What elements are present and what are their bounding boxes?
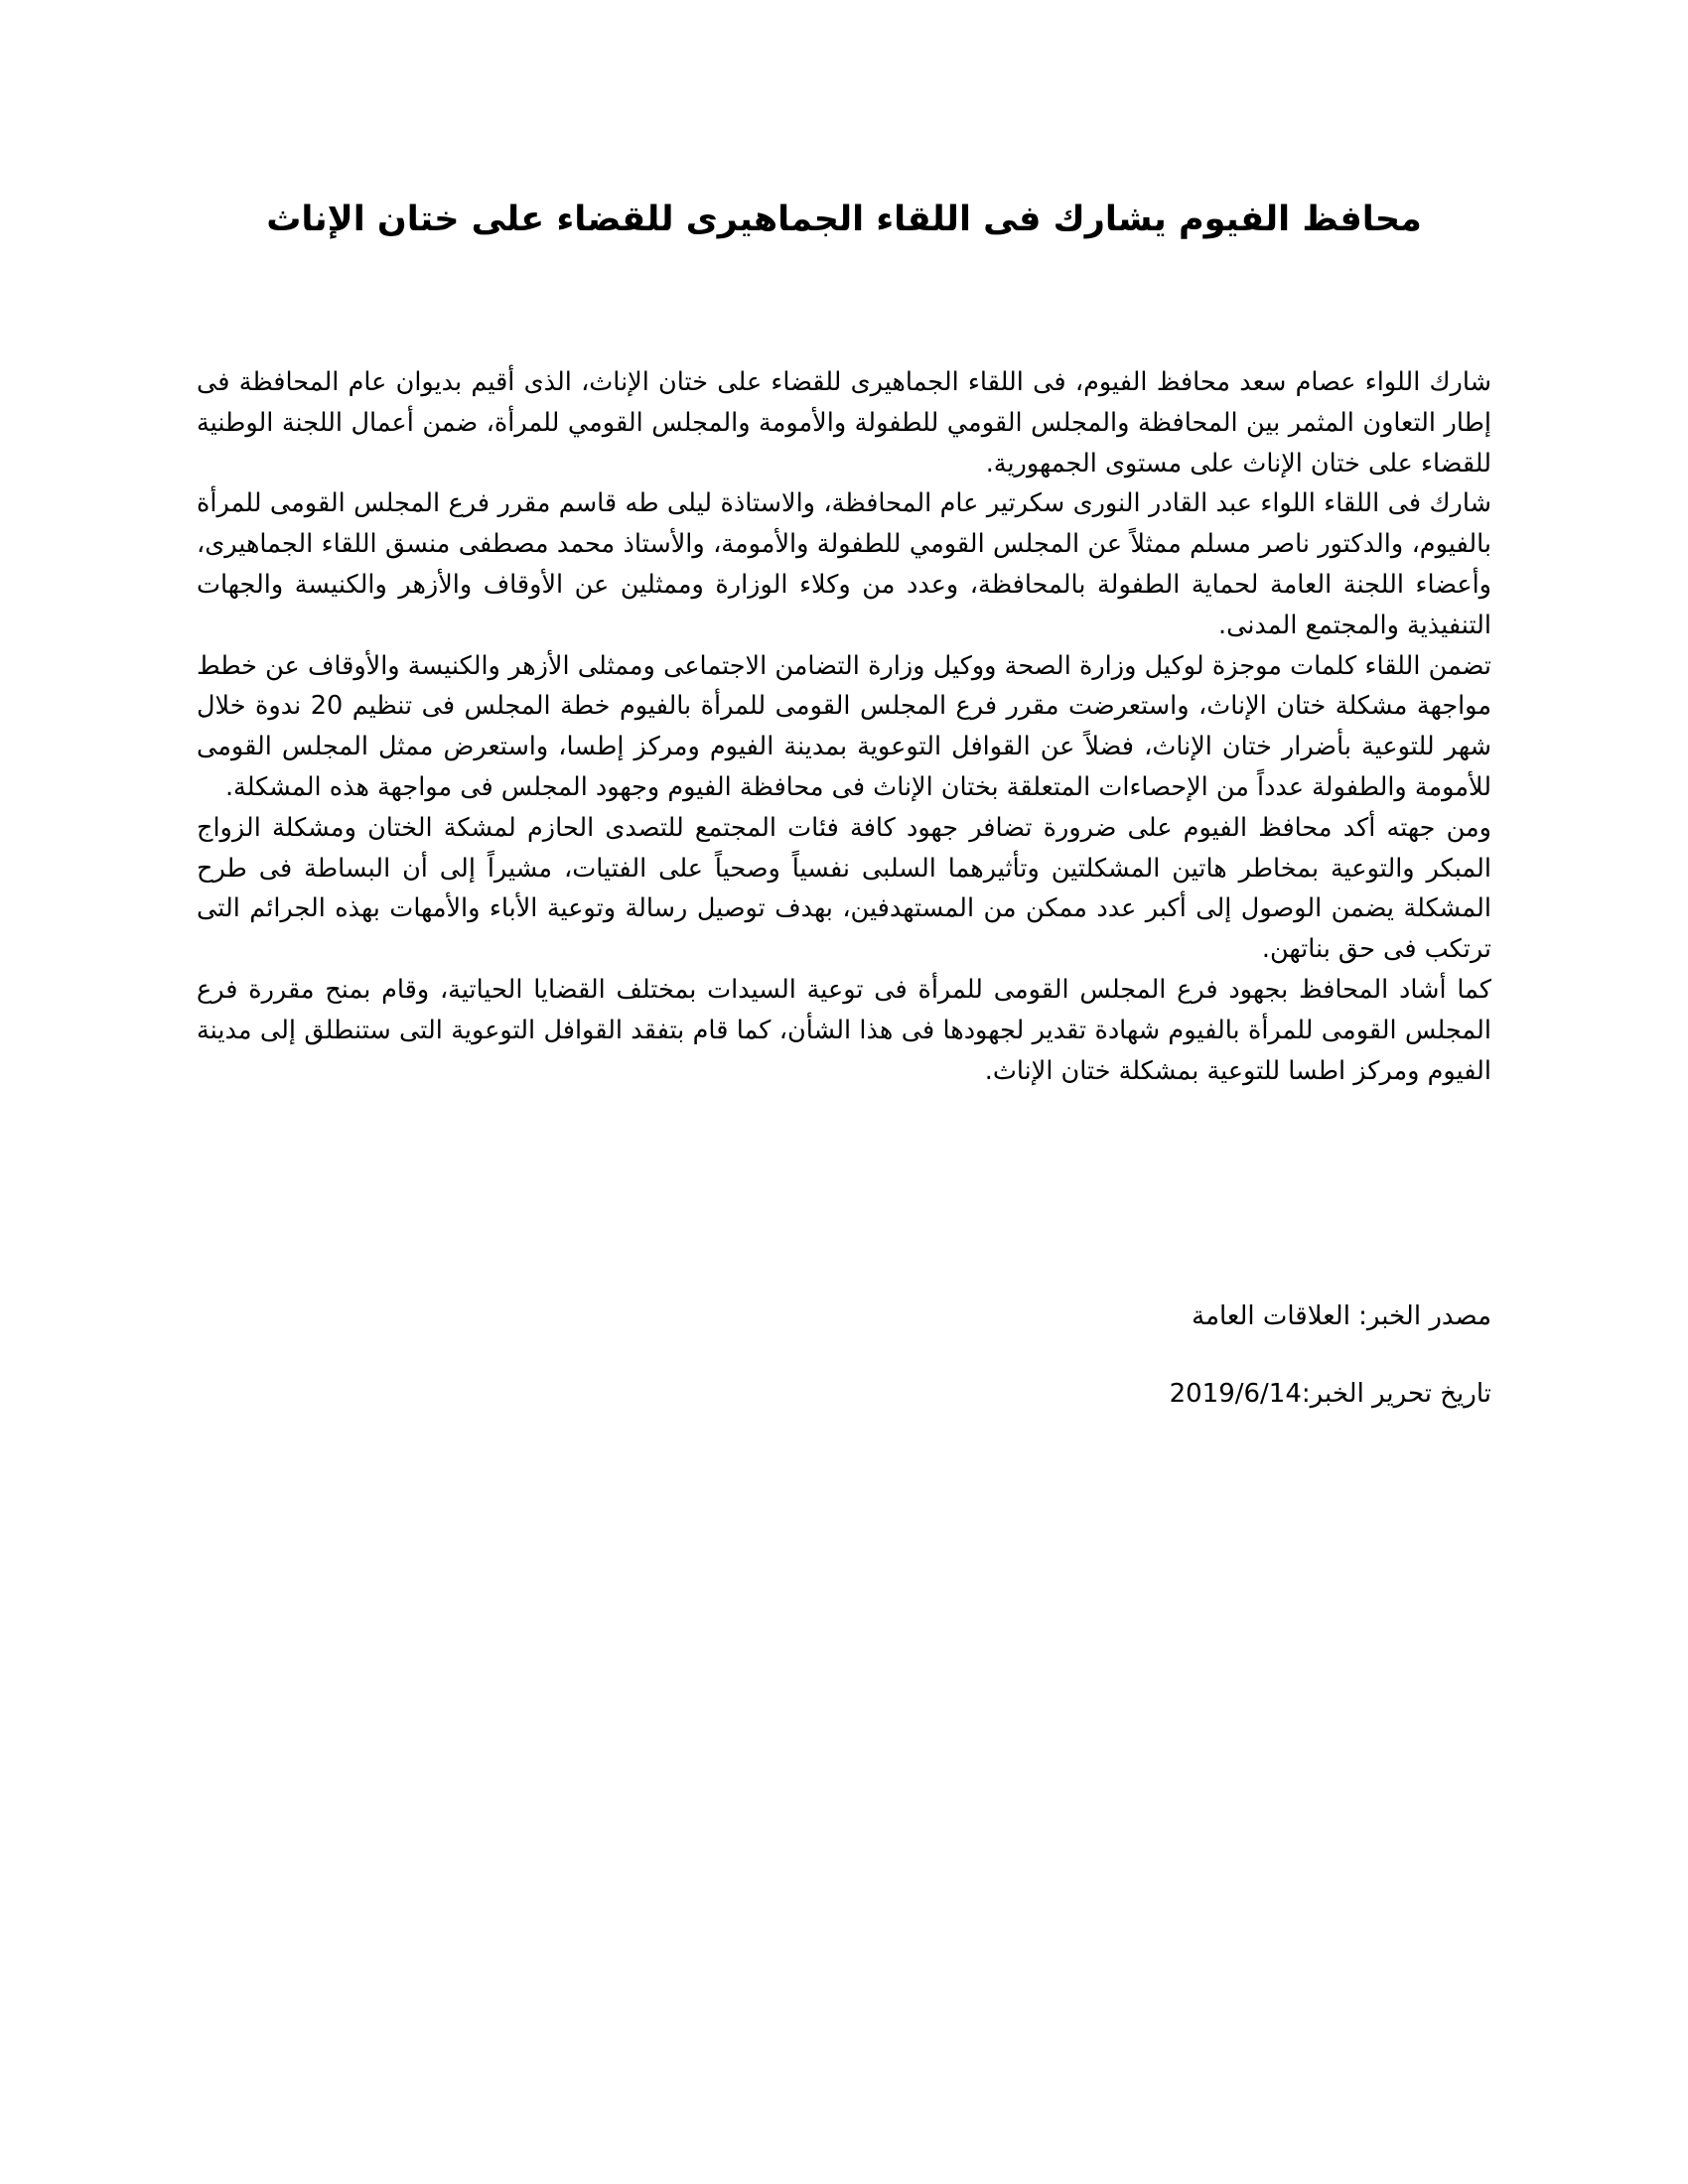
paragraph: كما أشاد المحافظ بجهود فرع المجلس القومى للمرأة فى توعية السيدات بمختلف القضايا الحياتية، وقام بمنح مقررة فرع المجلس القومى للمرأة بالفيوم شهادة تقدير لجهودها فى هذا الشأن، كما قام بتفقد القوافل التوعوية التى ستنطلق إلى مدينة الفيوم ومركز اطسا للتوعية بمشكلة ختان الإناث.: [197, 974, 1491, 1086]
edit-date: تاريخ تحرير الخبر:2019/6/14: [1169, 1379, 1491, 1409]
page-title: محافظ الفيوم يشارك فى اللقاء الجماهيرى للقضاء على ختان الإناث: [266, 200, 1422, 239]
paragraph: شارك اللواء عصام سعد محافظ الفيوم، فى اللقاء الجماهيرى للقضاء على ختان الإناث، الذى أقيم بديوان عام المحافظة فى إطار التعاون المثمر بين المحافظة والمجلس القومي للطفولة والأمومة والمجلس القومي للمرأة، ضمن أعمال اللجنة الوطنية للقضاء على ختان الإناث على مستوى الجمهورية.: [197, 367, 1491, 478]
article-body: [197, 362, 1491, 1091]
paragraph: ومن جهته أكد محافظ الفيوم على ضرورة تضافر جهود كافة فئات المجتمع للتصدى الحازم لمشكة الختان ومشكلة الزواج المبكر والتوعية بمخاطر هاتين المشكلتين وتأثيرهما السلبى نفسياً وصحياً على الفتيات، مشيراً إلى أن البساطة فى طرح المشكلة يضمن الوصول إلى أكبر عدد ممكن من المستهدفين، بهدف توصيل رسالة وتوعية الأباء والأمهات بهذه الجرائم التى ترتكب فى حق بناتهن.: [197, 812, 1491, 965]
news-source: مصدر الخبر: العلاقات العامة: [1192, 1301, 1491, 1331]
paragraph: شارك فى اللقاء اللواء عبد القادر النورى سكرتير عام المحافظة، والاستاذة ليلى طه قاسم مقرر فرع المجلس القومى للمرأة بالفيوم، والدكتور ناصر مسلم ممثلاً عن المجلس القومي للطفولة والأمومة، والأستاذ محمد مصطفى منسق اللقاء الجماهيرى، وأعضاء اللجنة العامة لحماية الطفولة بالمحافظة، وعدد من وكلاء الوزارة وممثلين عن الأوقاف والأزهر والكنيسة والجهات التنفيذية والمجتمع المدنى.: [197, 488, 1491, 640]
paragraph: تضمن اللقاء كلمات موجزة لوكيل وزارة الصحة ووكيل وزارة التضامن الاجتماعى وممثلى الأزهر والكنيسة والأوقاف عن خطط مواجهة مشكلة ختان الإناث، واستعرضت مقرر فرع المجلس القومى للمرأة بالفيوم خطة المجلس فى تنظيم 20 ندوة خلال شهر للتوعية بأضرار ختان الإناث، فضلاً عن القوافل التوعوية بمدينة الفيوم ومركز إطسا، واستعرض ممثل المجلس القومى للأمومة والطفولة عدداً من الإحصاءات المتعلقة بختان الإناث فى محافظة الفيوم وجهود المجلس فى مواجهة هذه المشكلة.: [197, 650, 1492, 802]
